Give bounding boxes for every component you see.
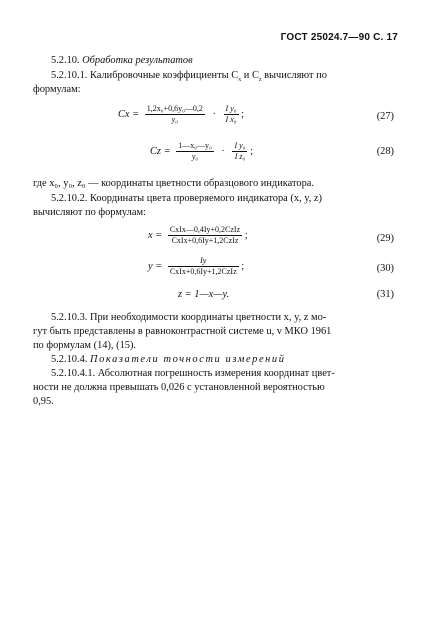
- equation-number: (27): [376, 111, 394, 122]
- formula-30: y = $\frac{Iy}{\text{CxIx+0,6Iy+1,2CzIz}}$ ;: [148, 256, 245, 276]
- paragraph-line: 0,95.: [33, 396, 54, 407]
- paragraph-line: 5.2.10.3. При необходимости координаты цветности x, y, z мо-: [51, 312, 327, 323]
- paragraph-line: ности не должна превышать 0,026 с установленной вероятностью: [33, 382, 325, 393]
- section-heading: 5.2.10. Обработка результатов: [51, 55, 193, 66]
- formula-28: Cz = $\frac{\text{1—x₀—y₀}}{\text{y₀}}$ · $\frac{\text{I y₀}}{\text{I z₀}}$ ;: [150, 141, 253, 161]
- equation-number: (30): [376, 263, 394, 274]
- paragraph-line: формулам:: [33, 84, 81, 95]
- formula-31: z = 1—x—y.: [178, 289, 230, 300]
- equation-number: (29): [376, 233, 394, 244]
- section-heading: 5.2.10.4. Показатели точности измерений: [51, 354, 286, 365]
- page-header: ГОСТ 25024.7—90 С. 17: [280, 32, 398, 43]
- formula-29: x = $\frac{\text{CxIx—0,4Iy+0,2CzIz}}{\text{CxIx+0,6Iy+1,2CzIz}}$ ;: [148, 225, 248, 245]
- equation-number: (28): [376, 146, 394, 157]
- equation-number: (31): [376, 289, 394, 300]
- paragraph-line: 5.2.10.2. Координаты цвета проверяемого индикатора (x, y, z): [51, 193, 322, 204]
- paragraph-line: 5.2.10.1. Калибровочные коэффициенты $C_x$ и $C_z$ вычисляют по: [51, 70, 327, 84]
- paragraph-line: по формулам (14), (15).: [33, 340, 137, 351]
- formula-27: Cx = $\frac{\text{1,2x₀+0,6y₀—0,2}}{\text{y₀}}$ · $\frac{\text{I y₀}}{\text{I x₀}}$ ;: [118, 104, 245, 124]
- paragraph-line: где x₀, y₀, z₀ — координаты цветности образцового индикатора.: [33, 178, 314, 189]
- paragraph-line: 5.2.10.4.1. Абсолютная погрешность измерения координат цвет-: [51, 368, 335, 379]
- paragraph-line: вычисляют по формулам:: [33, 207, 146, 218]
- paragraph-line: гут быть представлены в равноконтрастной системе u, v МКО 1961: [33, 326, 332, 337]
